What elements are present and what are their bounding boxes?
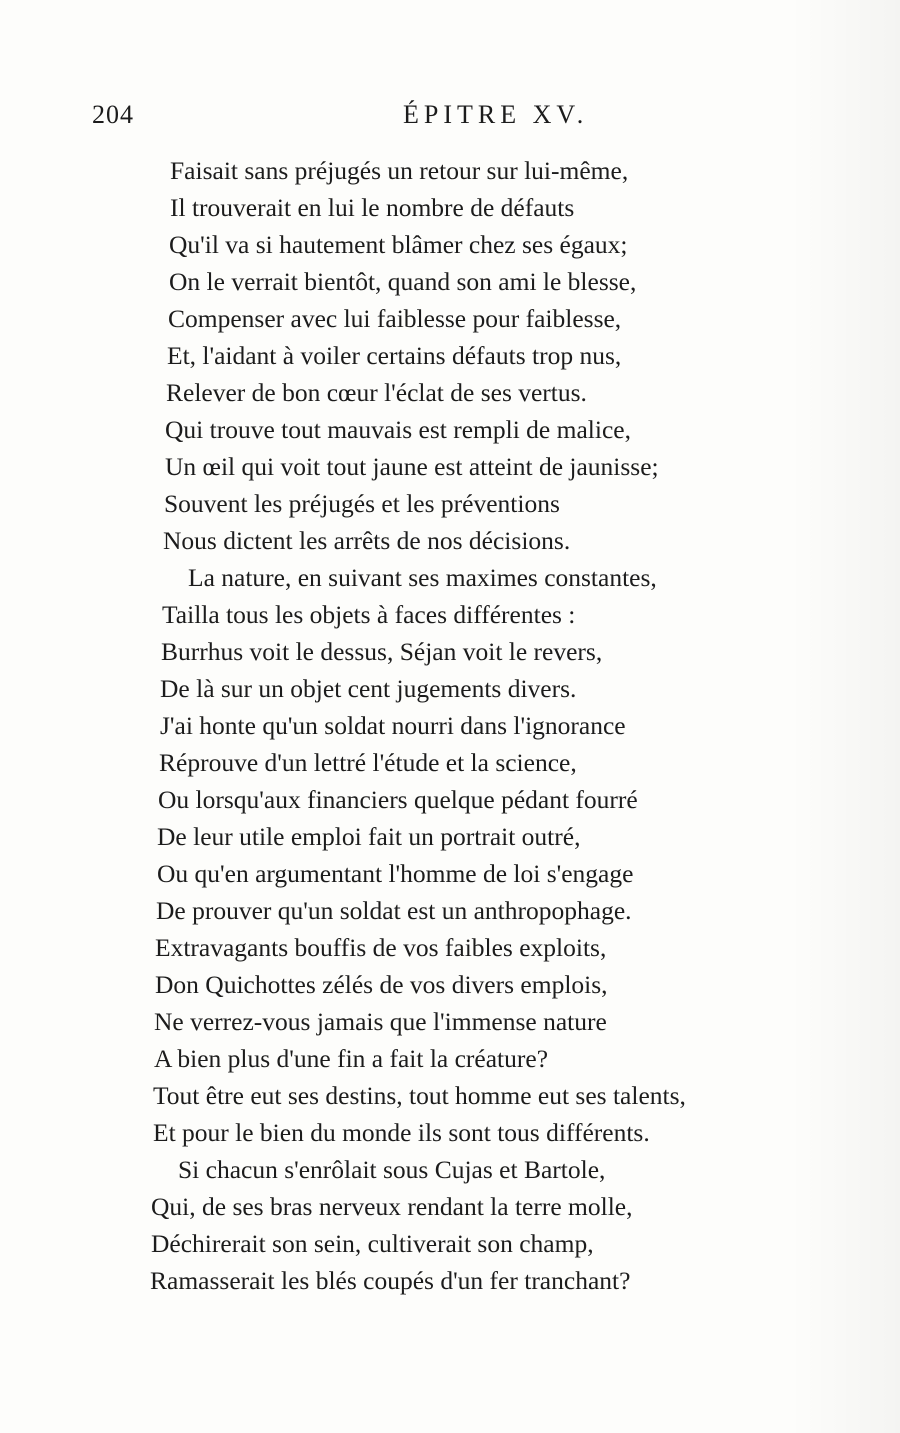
- verse-line: Tout être eut ses destins, tout homme eut ses talents,: [153, 1081, 686, 1110]
- verse-line: La nature, en suivant ses maximes constantes,: [188, 563, 657, 592]
- verse-line: J'ai honte qu'un soldat nourri dans l'ignorance: [160, 711, 626, 740]
- verse-line: Don Quichottes zélés de vos divers emplois,: [155, 970, 608, 999]
- verse-line: Qui trouve tout mauvais est rempli de malice,: [165, 415, 631, 444]
- verse-line: De leur utile emploi fait un portrait outré,: [157, 822, 581, 851]
- verse-line: Qu'il va si hautement blâmer chez ses égaux;: [169, 230, 628, 259]
- verse-line: Un œil qui voit tout jaune est atteint de jaunisse;: [165, 452, 659, 481]
- verse-line: Ou lorsqu'aux financiers quelque pédant fourré: [158, 785, 638, 814]
- verse-line: A bien plus d'une fin a fait la créature?: [154, 1044, 549, 1073]
- verse-line: Il trouverait en lui le nombre de défauts: [170, 193, 575, 222]
- verse-line: Nous dictent les arrêts de nos décisions.: [163, 526, 571, 555]
- verse-line: Faisait sans préjugés un retour sur lui-même,: [170, 156, 629, 185]
- verse-line: Et, l'aidant à voiler certains défauts trop nus,: [167, 341, 622, 370]
- verse-line: Souvent les préjugés et les préventions: [164, 489, 560, 518]
- page-number: 204: [92, 100, 134, 129]
- verse-line: Ou qu'en argumentant l'homme de loi s'engage: [157, 859, 634, 888]
- verse-line: Et pour le bien du monde ils sont tous différents.: [153, 1118, 650, 1147]
- verse-line: Tailla tous les objets à faces différentes :: [162, 600, 576, 629]
- page-gutter-shadow: [790, 0, 900, 1433]
- verse-line: Extravagants bouffis de vos faibles exploits,: [155, 933, 607, 962]
- verse-line: Ne verrez-vous jamais que l'immense nature: [154, 1007, 607, 1036]
- verse-line: De prouver qu'un soldat est un anthropophage.: [156, 896, 632, 925]
- verse-line: Déchirerait son sein, cultiverait son champ,: [151, 1229, 594, 1258]
- verse-line: Si chacun s'enrôlait sous Cujas et Bartole,: [178, 1155, 606, 1184]
- verse-line: On le verrait bientôt, quand son ami le blesse,: [169, 267, 637, 296]
- verse-line: Ramasserait les blés coupés d'un fer tranchant?: [150, 1266, 631, 1295]
- verse-line: Compenser avec lui faiblesse pour faiblesse,: [168, 304, 622, 333]
- verse-line: Qui, de ses bras nerveux rendant la terre molle,: [151, 1192, 633, 1221]
- running-head: [0, 98, 900, 138]
- running-title: ÉPITRE XV.: [403, 100, 589, 129]
- verse-line: Réprouve d'un lettré l'étude et la science,: [159, 748, 577, 777]
- verse-line: Relever de bon cœur l'éclat de ses vertus.: [166, 378, 587, 407]
- verse-line: Burrhus voit le dessus, Séjan voit le revers,: [161, 637, 603, 666]
- verse-line: De là sur un objet cent jugements divers.: [160, 674, 577, 703]
